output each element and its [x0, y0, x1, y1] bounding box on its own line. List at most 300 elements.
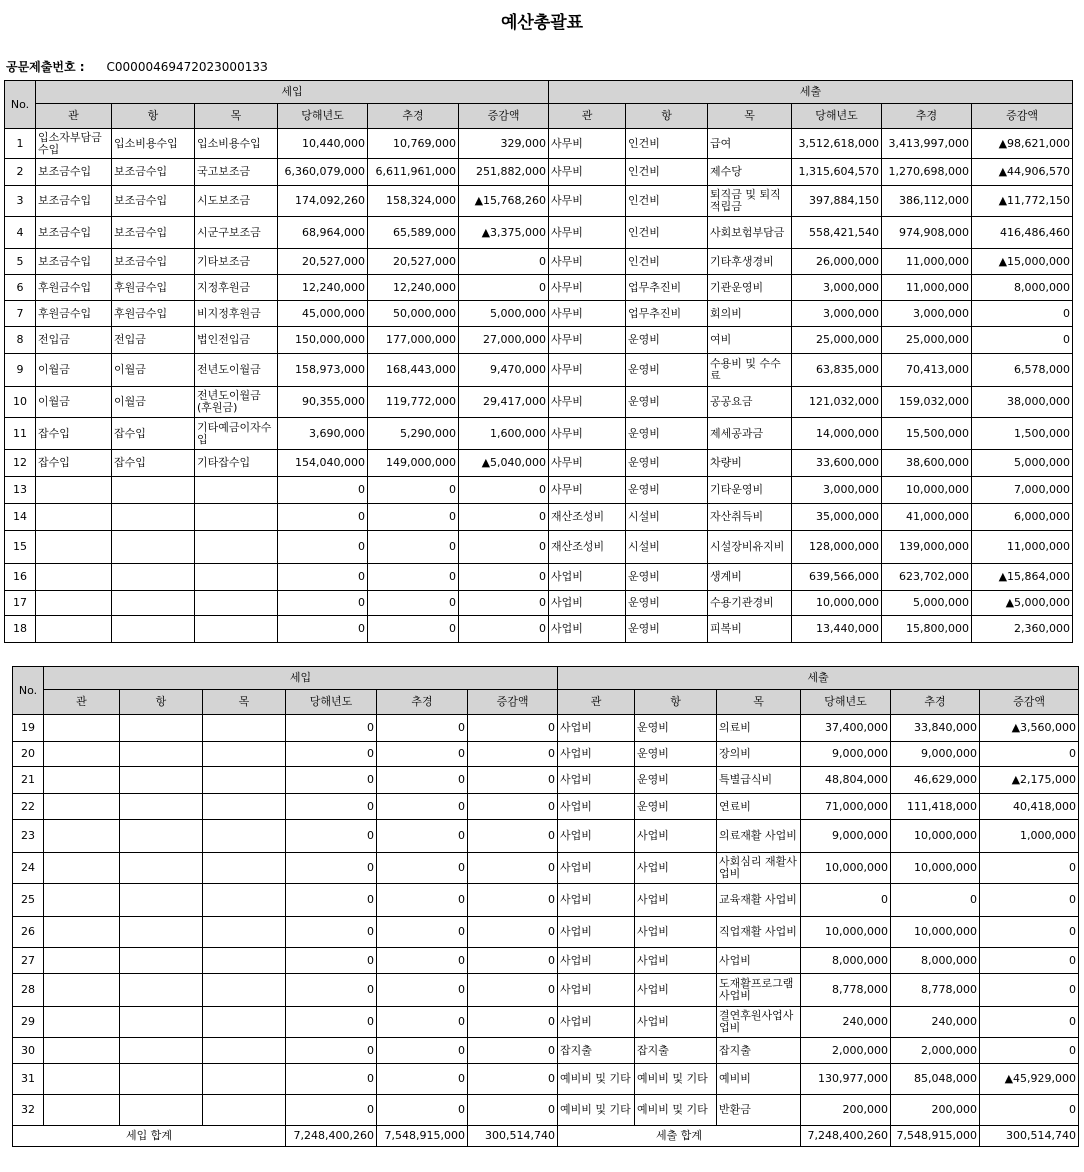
- cell-expense-current: 639,566,000: [792, 564, 882, 591]
- cell-expense-change: ▲11,772,150: [972, 186, 1073, 217]
- cell-income-mok: [203, 715, 286, 742]
- cell-expense-gwan: 사무비: [549, 275, 626, 301]
- cell-income-supplementary: 65,589,000: [368, 217, 459, 249]
- header-income-change: 증감액: [468, 690, 558, 715]
- header-income-change: 증감액: [459, 104, 549, 129]
- cell-income-mok: [195, 616, 278, 643]
- cell-income-change: 0: [459, 531, 549, 564]
- header-expense-mok: 목: [708, 104, 792, 129]
- cell-income-change: 0: [468, 715, 558, 742]
- table-row: [5, 217, 1073, 249]
- cell-expense-mok: 수용비 및 수수료: [708, 354, 792, 387]
- cell-income-hang: 입소비용수입: [112, 129, 195, 159]
- cell-income-mok: [203, 917, 286, 948]
- cell-expense-change: ▲15,000,000: [972, 249, 1073, 275]
- header-expense-current: 당해년도: [801, 690, 891, 715]
- cell-expense-mok: 기타운영비: [708, 477, 792, 504]
- cell-no: 3: [5, 186, 36, 217]
- cell-expense-supplementary: 3,000,000: [882, 301, 972, 327]
- expense-total-change: 300,514,740: [980, 1126, 1079, 1147]
- cell-income-current: 0: [286, 884, 377, 917]
- cell-expense-hang: 사업비: [635, 884, 717, 917]
- cell-expense-change: 0: [980, 853, 1079, 884]
- expense-total-supplementary: 7,548,915,000: [891, 1126, 980, 1147]
- cell-expense-current: 35,000,000: [792, 504, 882, 531]
- cell-income-current: 0: [286, 917, 377, 948]
- cell-no: 8: [5, 327, 36, 354]
- table-body-page-2: [13, 715, 1079, 1126]
- cell-expense-gwan: 사업비: [558, 715, 635, 742]
- cell-income-mok: 비지정후원금: [195, 301, 278, 327]
- cell-income-change: 0: [468, 1038, 558, 1064]
- cell-income-supplementary: 0: [377, 884, 468, 917]
- cell-expense-hang: 운영비: [635, 794, 717, 820]
- cell-income-change: 27,000,000: [459, 327, 549, 354]
- cell-income-hang: [120, 767, 203, 794]
- income-total-label: 세입 합계: [13, 1126, 286, 1147]
- cell-income-mok: 전년도이월금(후원금): [195, 387, 278, 418]
- cell-expense-supplementary: 111,418,000: [891, 794, 980, 820]
- cell-expense-current: 128,000,000: [792, 531, 882, 564]
- cell-expense-current: 3,000,000: [792, 477, 882, 504]
- cell-income-gwan: [36, 531, 112, 564]
- cell-income-gwan: [36, 477, 112, 504]
- cell-expense-change: 5,000,000: [972, 450, 1073, 477]
- cell-expense-current: 10,000,000: [801, 917, 891, 948]
- header-income-mok: 목: [195, 104, 278, 129]
- cell-income-hang: [112, 564, 195, 591]
- cell-income-change: 0: [459, 504, 549, 531]
- cell-expense-gwan: 사무비: [549, 477, 626, 504]
- cell-expense-change: 0: [980, 742, 1079, 767]
- cell-income-supplementary: 0: [368, 616, 459, 643]
- cell-income-mok: [203, 1007, 286, 1038]
- cell-income-current: 154,040,000: [278, 450, 368, 477]
- cell-income-change: 0: [468, 1095, 558, 1126]
- cell-income-change: 0: [468, 794, 558, 820]
- cell-expense-hang: 운영비: [626, 354, 708, 387]
- table-row: [5, 531, 1073, 564]
- cell-income-change: 0: [459, 249, 549, 275]
- cell-income-change: 0: [459, 616, 549, 643]
- cell-income-mok: [203, 742, 286, 767]
- cell-no: 20: [13, 742, 44, 767]
- cell-expense-mok: 장의비: [717, 742, 801, 767]
- table-row: [13, 917, 1079, 948]
- cell-expense-change: 0: [972, 301, 1073, 327]
- cell-expense-supplementary: 41,000,000: [882, 504, 972, 531]
- cell-income-current: 0: [286, 742, 377, 767]
- cell-expense-supplementary: 3,413,997,000: [882, 129, 972, 159]
- cell-income-hang: 이월금: [112, 387, 195, 418]
- cell-income-change: 0: [468, 1007, 558, 1038]
- header-expense-gwan: 관: [558, 690, 635, 715]
- cell-income-hang: [112, 591, 195, 616]
- cell-income-gwan: 이월금: [36, 354, 112, 387]
- cell-expense-current: 71,000,000: [801, 794, 891, 820]
- cell-no: 28: [13, 974, 44, 1007]
- cell-income-change: 0: [468, 853, 558, 884]
- cell-income-change: 0: [468, 884, 558, 917]
- cell-income-mok: [203, 974, 286, 1007]
- cell-income-hang: [120, 1038, 203, 1064]
- cell-expense-change: 416,486,460: [972, 217, 1073, 249]
- cell-income-change: ▲15,768,260: [459, 186, 549, 217]
- cell-expense-current: 37,400,000: [801, 715, 891, 742]
- cell-expense-change: 7,000,000: [972, 477, 1073, 504]
- cell-expense-change: ▲15,864,000: [972, 564, 1073, 591]
- cell-expense-change: 11,000,000: [972, 531, 1073, 564]
- cell-expense-mok: 반환금: [717, 1095, 801, 1126]
- table-row: [5, 327, 1073, 354]
- budget-table-page-2: [12, 666, 1079, 1147]
- cell-expense-hang: 운영비: [635, 715, 717, 742]
- header-income-supplementary: 추경: [368, 104, 459, 129]
- header-income: 세입: [36, 81, 549, 104]
- cell-income-mok: 기타예금이자수입: [195, 418, 278, 450]
- cell-income-supplementary: 0: [377, 794, 468, 820]
- table-row: [13, 884, 1079, 917]
- cell-income-hang: [120, 974, 203, 1007]
- cell-income-gwan: [36, 591, 112, 616]
- cell-income-gwan: 잡수입: [36, 450, 112, 477]
- cell-income-current: 0: [278, 531, 368, 564]
- cell-income-supplementary: 0: [377, 1064, 468, 1095]
- header-expense: 세출: [558, 667, 1079, 690]
- header-income-current: 당해년도: [286, 690, 377, 715]
- expense-total-label: 세출 합계: [558, 1126, 801, 1147]
- cell-income-gwan: 보조금수입: [36, 159, 112, 186]
- cell-expense-hang: 운영비: [626, 387, 708, 418]
- cell-expense-mok: 사업비: [717, 948, 801, 974]
- cell-expense-gwan: 사무비: [549, 186, 626, 217]
- cell-expense-change: 0: [980, 917, 1079, 948]
- cell-income-hang: 이월금: [112, 354, 195, 387]
- cell-expense-gwan: 사업비: [549, 616, 626, 643]
- cell-income-supplementary: 0: [377, 820, 468, 853]
- cell-income-supplementary: 12,240,000: [368, 275, 459, 301]
- header-income-gwan: 관: [44, 690, 120, 715]
- cell-income-change: 0: [468, 917, 558, 948]
- cell-income-supplementary: 119,772,000: [368, 387, 459, 418]
- cell-expense-supplementary: 10,000,000: [891, 853, 980, 884]
- cell-expense-change: ▲2,175,000: [980, 767, 1079, 794]
- cell-no: 1: [5, 129, 36, 159]
- cell-expense-hang: 시설비: [626, 531, 708, 564]
- cell-expense-supplementary: 10,000,000: [891, 917, 980, 948]
- table-row: [5, 186, 1073, 217]
- cell-income-hang: [120, 742, 203, 767]
- table-row: [5, 159, 1073, 186]
- cell-expense-gwan: 사업비: [558, 1007, 635, 1038]
- cell-income-hang: [112, 504, 195, 531]
- cell-expense-mok: 급여: [708, 129, 792, 159]
- cell-income-hang: 후원금수입: [112, 275, 195, 301]
- document-number-value: C0000046947202300013З: [106, 60, 268, 74]
- cell-expense-mok: 사회심리 재활사업비: [717, 853, 801, 884]
- cell-expense-gwan: 재산조성비: [549, 531, 626, 564]
- cell-no: 18: [5, 616, 36, 643]
- table-row: [13, 794, 1079, 820]
- cell-expense-current: 0: [801, 884, 891, 917]
- cell-no: 19: [13, 715, 44, 742]
- cell-income-current: 0: [286, 1038, 377, 1064]
- header-income-current: 당해년도: [278, 104, 368, 129]
- cell-income-hang: 전입금: [112, 327, 195, 354]
- cell-income-gwan: 후원금수입: [36, 301, 112, 327]
- cell-income-hang: 잡수입: [112, 450, 195, 477]
- table-row: [5, 418, 1073, 450]
- cell-income-supplementary: 0: [377, 1038, 468, 1064]
- cell-income-supplementary: 0: [368, 591, 459, 616]
- cell-expense-gwan: 사업비: [558, 794, 635, 820]
- cell-expense-mok: 교육재활 사업비: [717, 884, 801, 917]
- cell-no: 24: [13, 853, 44, 884]
- cell-expense-gwan: 사무비: [549, 418, 626, 450]
- cell-no: 13: [5, 477, 36, 504]
- cell-income-change: 329,000: [459, 129, 549, 159]
- cell-expense-mok: 특별급식비: [717, 767, 801, 794]
- cell-income-current: 0: [278, 504, 368, 531]
- cell-expense-supplementary: 2,000,000: [891, 1038, 980, 1064]
- document-number: [6, 58, 268, 75]
- cell-expense-mok: 의료비: [717, 715, 801, 742]
- table-row: [5, 450, 1073, 477]
- cell-expense-supplementary: 0: [891, 884, 980, 917]
- header-no: No.: [13, 667, 44, 715]
- cell-income-hang: [120, 715, 203, 742]
- cell-income-gwan: 후원금수입: [36, 275, 112, 301]
- cell-income-current: 150,000,000: [278, 327, 368, 354]
- cell-income-supplementary: 0: [368, 531, 459, 564]
- cell-income-gwan: 잡수입: [36, 418, 112, 450]
- cell-income-current: 0: [286, 1007, 377, 1038]
- cell-expense-gwan: 사업비: [558, 974, 635, 1007]
- cell-income-hang: [120, 1007, 203, 1038]
- cell-income-hang: 보조금수입: [112, 217, 195, 249]
- cell-expense-current: 33,600,000: [792, 450, 882, 477]
- cell-expense-supplementary: 33,840,000: [891, 715, 980, 742]
- cell-income-gwan: 전입금: [36, 327, 112, 354]
- header-expense-change: 증감액: [972, 104, 1073, 129]
- cell-income-supplementary: 0: [368, 504, 459, 531]
- cell-expense-gwan: 예비비 및 기타: [558, 1095, 635, 1126]
- cell-income-supplementary: 177,000,000: [368, 327, 459, 354]
- cell-income-supplementary: 5,290,000: [368, 418, 459, 450]
- cell-expense-hang: 인건비: [626, 186, 708, 217]
- cell-expense-supplementary: 159,032,000: [882, 387, 972, 418]
- cell-no: 26: [13, 917, 44, 948]
- cell-expense-change: 0: [980, 1095, 1079, 1126]
- cell-income-mok: [195, 564, 278, 591]
- header-expense-change: 증감액: [980, 690, 1079, 715]
- cell-income-change: 5,000,000: [459, 301, 549, 327]
- cell-income-mok: 국고보조금: [195, 159, 278, 186]
- cell-expense-supplementary: 10,000,000: [882, 477, 972, 504]
- cell-expense-supplementary: 8,000,000: [891, 948, 980, 974]
- cell-income-gwan: [44, 974, 120, 1007]
- totals-row: [13, 1126, 1079, 1147]
- cell-expense-gwan: 재산조성비: [549, 504, 626, 531]
- cell-income-mok: [195, 504, 278, 531]
- table-row: [13, 1095, 1079, 1126]
- cell-income-current: 0: [286, 767, 377, 794]
- cell-no: 23: [13, 820, 44, 853]
- cell-expense-mok: 시설장비유지비: [708, 531, 792, 564]
- cell-income-supplementary: 0: [377, 917, 468, 948]
- cell-expense-gwan: 사무비: [549, 129, 626, 159]
- cell-expense-current: 3,000,000: [792, 301, 882, 327]
- cell-income-change: 0: [459, 591, 549, 616]
- table-body-page-1: [5, 129, 1073, 643]
- cell-expense-change: 0: [972, 327, 1073, 354]
- cell-expense-mok: 사회보험부담금: [708, 217, 792, 249]
- table-row: [13, 1038, 1079, 1064]
- cell-expense-hang: 예비비 및 기타: [635, 1064, 717, 1095]
- cell-income-gwan: [44, 853, 120, 884]
- cell-expense-change: 6,578,000: [972, 354, 1073, 387]
- header-expense-mok: 목: [717, 690, 801, 715]
- cell-income-hang: [112, 531, 195, 564]
- cell-income-current: 174,092,260: [278, 186, 368, 217]
- cell-income-supplementary: 0: [368, 564, 459, 591]
- cell-income-mok: [203, 948, 286, 974]
- cell-expense-mok: 퇴직금 및 퇴직적립금: [708, 186, 792, 217]
- cell-income-current: 6,360,079,000: [278, 159, 368, 186]
- table-row: [13, 715, 1079, 742]
- cell-income-supplementary: 20,527,000: [368, 249, 459, 275]
- cell-income-supplementary: 6,611,961,000: [368, 159, 459, 186]
- cell-expense-supplementary: 70,413,000: [882, 354, 972, 387]
- cell-income-gwan: [36, 504, 112, 531]
- cell-no: 25: [13, 884, 44, 917]
- cell-expense-gwan: 예비비 및 기타: [558, 1064, 635, 1095]
- cell-expense-mok: 여비: [708, 327, 792, 354]
- cell-expense-hang: 사업비: [635, 853, 717, 884]
- cell-expense-hang: 운영비: [626, 327, 708, 354]
- cell-expense-hang: 사업비: [635, 1007, 717, 1038]
- cell-income-gwan: [44, 1038, 120, 1064]
- cell-income-mok: [203, 1064, 286, 1095]
- cell-expense-current: 10,000,000: [801, 853, 891, 884]
- cell-expense-gwan: 잡지출: [558, 1038, 635, 1064]
- table-row: [5, 249, 1073, 275]
- cell-income-change: 0: [459, 275, 549, 301]
- cell-income-current: 0: [286, 820, 377, 853]
- cell-income-gwan: [44, 742, 120, 767]
- cell-expense-supplementary: 623,702,000: [882, 564, 972, 591]
- cell-income-supplementary: 50,000,000: [368, 301, 459, 327]
- cell-expense-current: 130,977,000: [801, 1064, 891, 1095]
- table-row: [5, 387, 1073, 418]
- cell-income-current: 0: [278, 564, 368, 591]
- cell-no: 27: [13, 948, 44, 974]
- cell-income-change: ▲3,375,000: [459, 217, 549, 249]
- cell-expense-supplementary: 46,629,000: [891, 767, 980, 794]
- cell-income-mok: 법인전입금: [195, 327, 278, 354]
- cell-income-mok: 지정후원금: [195, 275, 278, 301]
- header-expense-current: 당해년도: [792, 104, 882, 129]
- cell-expense-gwan: 사무비: [549, 249, 626, 275]
- cell-income-gwan: [44, 794, 120, 820]
- cell-income-supplementary: 0: [377, 853, 468, 884]
- cell-income-gwan: [44, 884, 120, 917]
- table-row: [5, 616, 1073, 643]
- header-expense: 세출: [549, 81, 1073, 104]
- cell-expense-supplementary: 1,270,698,000: [882, 159, 972, 186]
- cell-expense-supplementary: 10,000,000: [891, 820, 980, 853]
- cell-expense-mok: 기관운영비: [708, 275, 792, 301]
- cell-no: 29: [13, 1007, 44, 1038]
- cell-income-supplementary: 0: [377, 767, 468, 794]
- cell-income-gwan: 입소자부담금수입: [36, 129, 112, 159]
- cell-expense-hang: 사업비: [635, 974, 717, 1007]
- cell-expense-mok: 차량비: [708, 450, 792, 477]
- cell-income-change: 9,470,000: [459, 354, 549, 387]
- cell-expense-hang: 사업비: [635, 820, 717, 853]
- cell-no: 30: [13, 1038, 44, 1064]
- cell-income-change: 0: [468, 742, 558, 767]
- cell-expense-hang: 사업비: [635, 917, 717, 948]
- cell-income-current: 0: [286, 794, 377, 820]
- cell-expense-hang: 사업비: [635, 948, 717, 974]
- cell-no: 22: [13, 794, 44, 820]
- cell-income-gwan: [44, 767, 120, 794]
- cell-no: 15: [5, 531, 36, 564]
- cell-expense-change: 40,418,000: [980, 794, 1079, 820]
- cell-income-supplementary: 0: [377, 1095, 468, 1126]
- cell-expense-current: 14,000,000: [792, 418, 882, 450]
- cell-no: 5: [5, 249, 36, 275]
- cell-expense-gwan: 사업비: [549, 564, 626, 591]
- cell-expense-current: 121,032,000: [792, 387, 882, 418]
- cell-expense-gwan: 사무비: [549, 301, 626, 327]
- cell-income-mok: [195, 531, 278, 564]
- cell-expense-change: ▲98,621,000: [972, 129, 1073, 159]
- cell-income-current: 10,440,000: [278, 129, 368, 159]
- cell-income-hang: [112, 616, 195, 643]
- cell-income-gwan: [36, 564, 112, 591]
- cell-expense-hang: 업무추진비: [626, 275, 708, 301]
- document-number-label: 공문제출번호 :: [6, 60, 85, 74]
- cell-expense-hang: 운영비: [626, 616, 708, 643]
- cell-income-change: 0: [468, 1064, 558, 1095]
- header-income-supplementary: 추경: [377, 690, 468, 715]
- table-row: [13, 742, 1079, 767]
- cell-expense-current: 3,000,000: [792, 275, 882, 301]
- cell-income-gwan: 보조금수입: [36, 217, 112, 249]
- cell-expense-current: 8,000,000: [801, 948, 891, 974]
- table-row: [13, 948, 1079, 974]
- cell-income-gwan: [36, 616, 112, 643]
- cell-expense-current: 9,000,000: [801, 820, 891, 853]
- cell-expense-hang: 운영비: [635, 742, 717, 767]
- cell-income-current: 0: [286, 853, 377, 884]
- table-row: [13, 853, 1079, 884]
- cell-expense-hang: 인건비: [626, 249, 708, 275]
- cell-expense-mok: 제수당: [708, 159, 792, 186]
- cell-income-hang: [120, 820, 203, 853]
- cell-income-gwan: 이월금: [36, 387, 112, 418]
- cell-expense-mok: 공공요금: [708, 387, 792, 418]
- cell-income-change: 0: [468, 820, 558, 853]
- cell-expense-hang: 운영비: [626, 450, 708, 477]
- cell-expense-hang: 운영비: [626, 418, 708, 450]
- cell-income-supplementary: 0: [368, 477, 459, 504]
- cell-income-current: 20,527,000: [278, 249, 368, 275]
- cell-expense-change: 2,360,000: [972, 616, 1073, 643]
- cell-income-change: 0: [468, 767, 558, 794]
